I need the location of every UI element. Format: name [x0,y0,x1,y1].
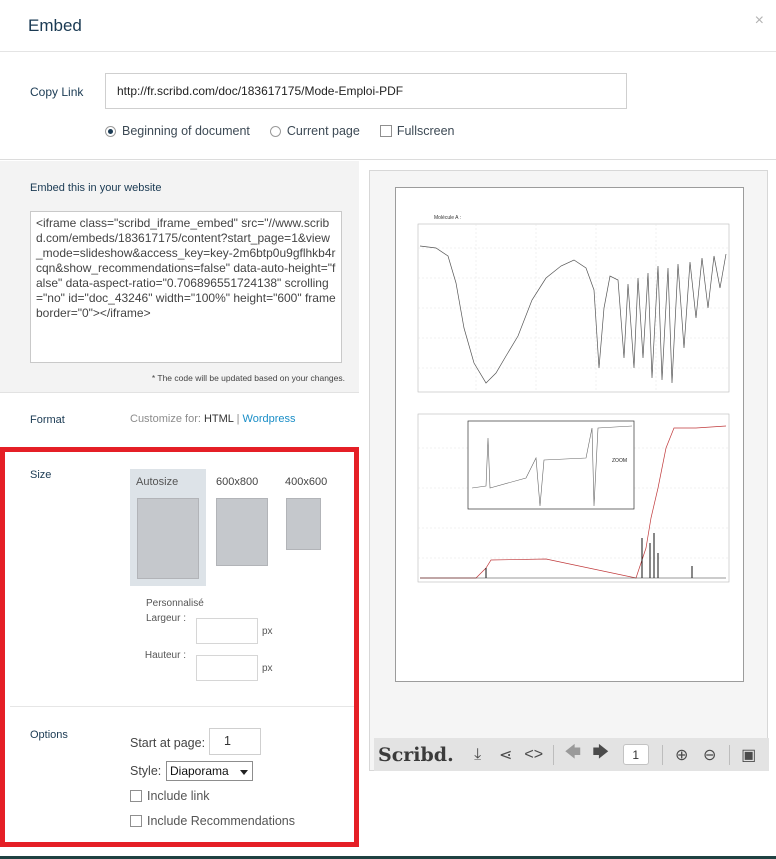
fullscreen-label: Fullscreen [396,124,455,138]
current-page-label: Current page [286,124,360,138]
spectrum-line-top [420,246,726,383]
copy-link-section [0,53,776,160]
start-page-input[interactable]: 1 [209,728,261,755]
zoom-in-icon[interactable]: ⊕ [675,746,689,764]
document-page [395,187,744,682]
custom-height-input[interactable] [196,655,258,681]
doc-label-molecule: Molécule A : [434,215,461,221]
share-icon[interactable]: ⋖ [499,746,513,764]
beginning-of-document-label: Beginning of document [122,124,250,138]
embed-label: Embed this in your website [30,182,162,194]
options-label: Options [30,729,68,741]
toolbar-divider [553,745,554,765]
toolbar-divider [662,745,663,765]
radio-icon[interactable] [270,126,281,137]
include-link-option[interactable] [130,789,210,803]
next-page-icon[interactable]: 🡆 [592,744,609,761]
previous-page-icon[interactable]: 🡄 [564,744,581,761]
width-unit: px [262,626,273,637]
format-separator: | [236,413,240,425]
nmr-peaks [486,533,692,578]
embed-preview [369,170,768,771]
format-label: Format [30,414,65,426]
dialog-header [0,0,776,52]
include-link-label: Include link [147,789,210,803]
close-icon[interactable]: × [754,12,764,29]
autosize-label: Autosize [136,476,179,488]
embed-code-icon[interactable]: <> [524,745,544,763]
include-recommendations-label: Include Recommendations [147,814,295,828]
customize-label: Customize for: [130,413,201,425]
fullscreen-icon[interactable]: ▣ [741,746,757,764]
page-number-input[interactable]: 1 [623,744,649,765]
copy-link-label: Copy Link [30,85,84,99]
dropdown-arrow-icon [240,770,248,775]
size-600x800-label: 600x800 [216,476,259,488]
size-600x800-option[interactable] [214,469,270,569]
format-html-link[interactable]: HTML [203,413,234,425]
format-wordpress-link[interactable]: Wordpress [242,413,296,425]
start-page-label: Start at page: [130,736,206,750]
style-label: Style: [130,764,162,778]
custom-size-label: Personnalisé [146,598,204,609]
size-400x600-option[interactable] [284,469,336,554]
toolbar-divider [729,745,730,765]
embed-code-note: * The code will be updated based on your changes. [151,373,345,383]
size-label: Size [30,469,52,481]
current-page-option[interactable] [270,124,360,138]
include-recommendations-option[interactable] [130,814,295,828]
radio-selected-icon[interactable] [105,126,116,137]
embed-code-textarea[interactable]: <iframe class="scribd_iframe_embed" src="//www.scribd.com/embeds/183617175/content?start_page=1&view_mode=slideshow&access_key=key-2m6btp0u9gflhkb4rcqn&show_recommendations=false" data-auto-height="false" data-aspect-ratio="0.706896551724138" scrolling="no" id="doc_43246" width="100%" height="600" frameborder="0"></iframe> [30,211,342,363]
size-autosize-option[interactable] [130,469,206,586]
spectrum-grid-top [418,224,729,392]
embed-section [0,161,359,393]
size-400x600-preview-shape [286,498,321,550]
zoom-inset [468,421,634,509]
style-select[interactable] [166,761,253,781]
beginning-of-document-option[interactable] [105,124,250,138]
size-600x800-preview-shape [216,498,268,566]
viewer-toolbar [374,738,769,771]
doc-label-zoom: ZOOM [612,458,627,464]
zoom-out-icon[interactable]: ⊖ [703,746,717,764]
section-divider [10,706,355,707]
document-page-graphics [396,188,743,681]
style-select-value: Diaporama [170,764,229,778]
include-recommendations-checkbox[interactable] [130,815,142,827]
format-customize [130,413,296,425]
height-unit: px [262,663,273,674]
link-position-options [105,124,475,138]
include-link-checkbox[interactable] [130,790,142,802]
download-icon[interactable]: ⤓ [474,745,482,763]
settings-panel [0,161,359,859]
fullscreen-option[interactable] [380,124,455,138]
fullscreen-checkbox[interactable] [380,125,392,137]
custom-width-input[interactable] [196,618,258,644]
size-400x600-label: 400x600 [285,476,328,488]
width-label: Largeur : [145,613,186,624]
copy-link-input[interactable]: http://fr.scribd.com/doc/183617175/Mode-Emploi-PDF [105,73,627,109]
dialog-title: Embed [28,16,82,35]
autosize-preview-shape [137,498,199,579]
scribd-logo[interactable]: Scribd. [378,743,454,766]
height-label: Hauteur : [144,650,186,661]
